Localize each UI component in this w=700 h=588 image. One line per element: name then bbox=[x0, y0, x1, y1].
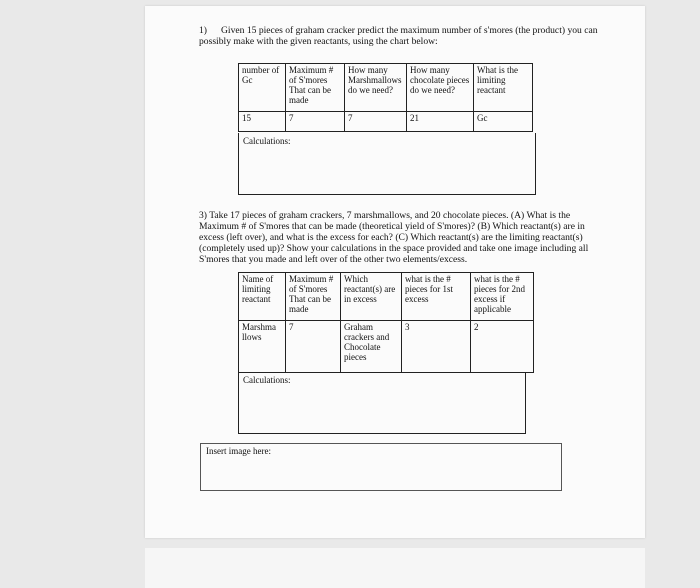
header-cell: Which reactant(s) are in excess bbox=[341, 273, 402, 321]
cell-excess-reactants: Graham crackers and Chocolate pieces bbox=[341, 321, 402, 373]
header-cell: Maximum # of S'mores That can be made bbox=[286, 64, 345, 112]
header-cell: Maximum # of S'mores That can be made bbox=[286, 273, 341, 321]
header-cell: Name of limiting reactant bbox=[239, 273, 286, 321]
cell-max-smores: 7 bbox=[286, 112, 345, 132]
question-1 bbox=[199, 25, 609, 47]
question-1-number: 1) bbox=[199, 25, 207, 36]
cell-first-excess: 3 bbox=[402, 321, 471, 373]
question-3-text: 3) Take 17 pieces of graham crackers, 7 marshmallows, and 20 chocolate pieces. (A) What is the Maximum # of S'mores that can be made (theoretical yield of S'mores)? (B) Which reactant(s) are in excess (left over), and what is the excess for each? (C) Which reactant(s) are the limiting reactant(s) (completely used up)? Show your calculations in the space provided and take one image including all S'mores that you made and left over of the other two elements/excess. bbox=[199, 210, 589, 265]
header-cell: How many chocolate pieces do we need? bbox=[407, 64, 474, 112]
cell-marshmallows: 7 bbox=[345, 112, 407, 132]
question-1-text: Given 15 pieces of graham cracker predict the maximum number of s'mores (the product) you can possibly make with the given reactants, using the chart below: bbox=[199, 25, 598, 47]
cell-second-excess: 2 bbox=[471, 321, 534, 373]
question-3-calculations bbox=[238, 372, 526, 434]
cell-limiting-name: Marshma llows bbox=[239, 321, 286, 373]
cell-limiting: Gc bbox=[474, 112, 533, 132]
header-cell: What is the limiting reactant bbox=[474, 64, 533, 112]
question-1-table bbox=[238, 63, 533, 132]
question-3-table bbox=[238, 272, 534, 373]
next-page bbox=[145, 548, 645, 588]
calculations-label: Calculations: bbox=[243, 136, 291, 146]
header-cell: what is the # pieces for 1st excess bbox=[402, 273, 471, 321]
question-3 bbox=[199, 210, 594, 265]
cell-chocolate: 21 bbox=[407, 112, 474, 132]
header-cell: How many Marshmallows do we need? bbox=[345, 64, 407, 112]
insert-image-box[interactable] bbox=[200, 443, 562, 491]
insert-image-label: Insert image here: bbox=[206, 446, 271, 456]
question-1-calculations bbox=[238, 133, 536, 195]
header-cell: number of Gc bbox=[239, 64, 286, 112]
cell-graham-count: 15 bbox=[239, 112, 286, 132]
header-cell: what is the # pieces for 2nd excess if applicable bbox=[471, 273, 534, 321]
cell-max-smores: 7 bbox=[286, 321, 341, 373]
calculations-label: Calculations: bbox=[243, 375, 291, 385]
